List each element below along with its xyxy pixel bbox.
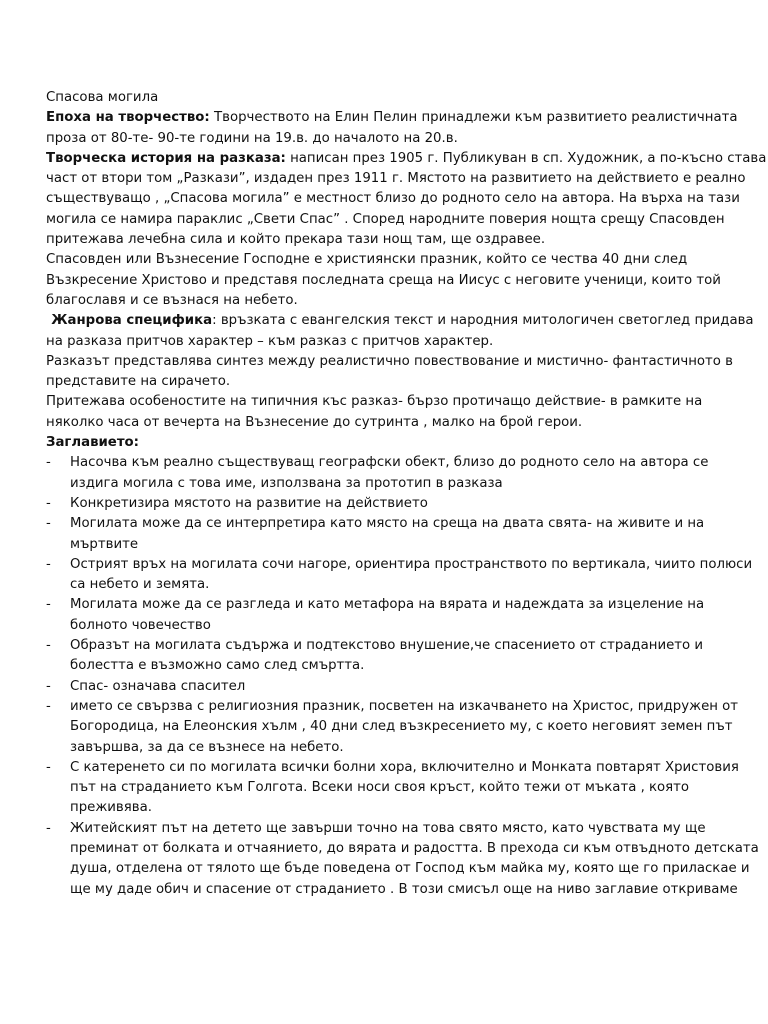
list-dash: - [46,556,51,572]
genre-text: : връзката с евангелския текст и народния митологичен светоглед придава [212,313,754,329]
list-item-text: издига могила с това име, използвана за прототип в разказа [70,475,503,491]
list-dash: - [46,759,51,775]
list-item [46,453,709,494]
list-item-text: Спас- означава спасител [70,678,246,694]
feast-text: Възкресение Христово и представя последната среща на Иисус с неговите ученици, които той [46,272,721,288]
list-item-text: Богородица, на Елеонския хълм , 40 дни след възкресението му, с което неговият земен път [70,719,733,735]
list-item-text: Насочва към реално съществуващ географски обект, близо до родното село на автора се [70,455,709,471]
list-item [46,595,706,636]
list-item-text: Острият връх на могилата сочи нагоре, ориентира пространството по вертикала, чиито полюси [70,556,753,572]
list-item-text: Могилата може да се интерпретира като място на среща на двата свята- на живите и на [70,516,705,532]
title-section-heading: Заглавието: [46,435,139,451]
synthesis-text: Разказът представлява синтез между реалистично повествование и мистично- фантастичното в [46,353,733,369]
list-item [46,758,739,819]
document-title: Спасова могила [46,90,159,105]
list-item [46,494,706,514]
list-dash: - [46,678,51,694]
history-text: съществуващо , „Спасова могила” е местност близо до родното село на автора. На върха на тази [46,191,740,207]
list-dash: - [46,455,51,471]
list-item-text: Образът на могилата съдържа и подтекстово внушение,че спасението от страданието и [70,638,704,654]
list-item [46,697,739,758]
list-dash: - [46,597,51,613]
list-dash: - [46,698,51,714]
list-item-text: болното човечество [70,617,211,633]
list-item [46,555,753,596]
epoch-text: проза от 80-те- 90-те години на 19.в. до началото на 20.в. [46,130,458,146]
list-item-text: завършва, за да се възнесе на небето. [70,739,344,755]
list-item-text: преминат от болката и отчаянието, до вярата и радостта. В прехода си към отвъдното детската [70,840,759,856]
document-body [46,88,767,900]
genre-paragraph [46,311,754,352]
list-item-text: път на страданието към Голгота. Всеки носи своя кръст, който тежи от мъката , която [70,780,690,796]
history-text: могила се намира параклис „Свети Спас” . Според народните поверия нощта срещу Спасовден [46,211,725,227]
list-item-text: Могилата може да се разгледа и като метафора на вярата и надеждата за изцеление на [70,597,705,613]
list-item-text: преживява. [70,800,152,816]
history-paragraph [46,149,767,250]
title-analysis-list [46,453,759,900]
epoch-paragraph [46,108,738,149]
list-item [46,636,706,677]
genre-text: на разказа притчов характер – към разказ с притчов характер. [46,333,494,349]
history-text: част от втори том „Разкази”, издаден през 1911 г. Мястото на развитието на действието е реално [46,171,746,187]
list-item-text: С катеренето си по могилата всички болни хора, включително и Монката повтарят Христовия [70,759,739,775]
list-dash: - [46,638,51,654]
list-item [46,819,759,900]
genre-label: Жанрова специфика [51,313,213,329]
features-text: Притежава особеностите на типичния къс разказ- бързо протичащо действие- в рамките на [46,394,703,410]
features-text: няколко часа от вечерта на Възнесение до сутринта , малко на брой герои. [46,414,583,430]
history-text: написан през 1905 г. Публикуван в сп. Художник, а по-късно става [285,150,767,166]
list-item [46,677,706,697]
epoch-label: Епоха на творчество: [46,110,210,126]
history-label: Творческа история на разказа: [46,150,286,166]
feast-text: Спасовден или Възнесение Господне е християнски празник, който се чества 40 дни след [46,252,688,268]
list-item-text: мъртвите [70,536,139,552]
list-item-text: ще му даде обич и спасение от страданието . В този смисъл още на ниво заглавие откриваме [70,881,738,897]
list-item-text: болестта е възможно само след смъртта. [70,658,365,674]
synthesis-text: представите на сирачето. [46,374,231,390]
list-dash: - [46,820,51,836]
list-dash: - [46,495,51,511]
history-text: притежава лечебна сила и който прекара тази нощ там, ще оздравее. [46,232,546,248]
epoch-text: Творчеството на Елин Пелин принадлежи към развитието реалистичната [209,110,738,126]
list-item-text: Конкретизира мястото на развитие на действието [70,495,428,511]
synthesis-paragraph [46,352,733,393]
list-item [46,514,706,555]
feast-text: благославя и се възнася на небето. [46,292,298,308]
features-paragraph [46,392,706,433]
list-item-text: са небето и земята. [70,577,210,593]
feast-paragraph [46,250,721,311]
list-item-text: душа, отделена от тялото ще бъде поведена от Господ към майка му, която ще го приласкае и [70,861,750,877]
list-item-text: Житейският път на детето ще завърши точно на това свято място, като чувствата му ще [70,820,706,836]
list-item-text: името се свързва с религиозния празник, посветен на изкачването на Христос, придружен от [70,698,739,714]
list-dash: - [46,516,51,532]
